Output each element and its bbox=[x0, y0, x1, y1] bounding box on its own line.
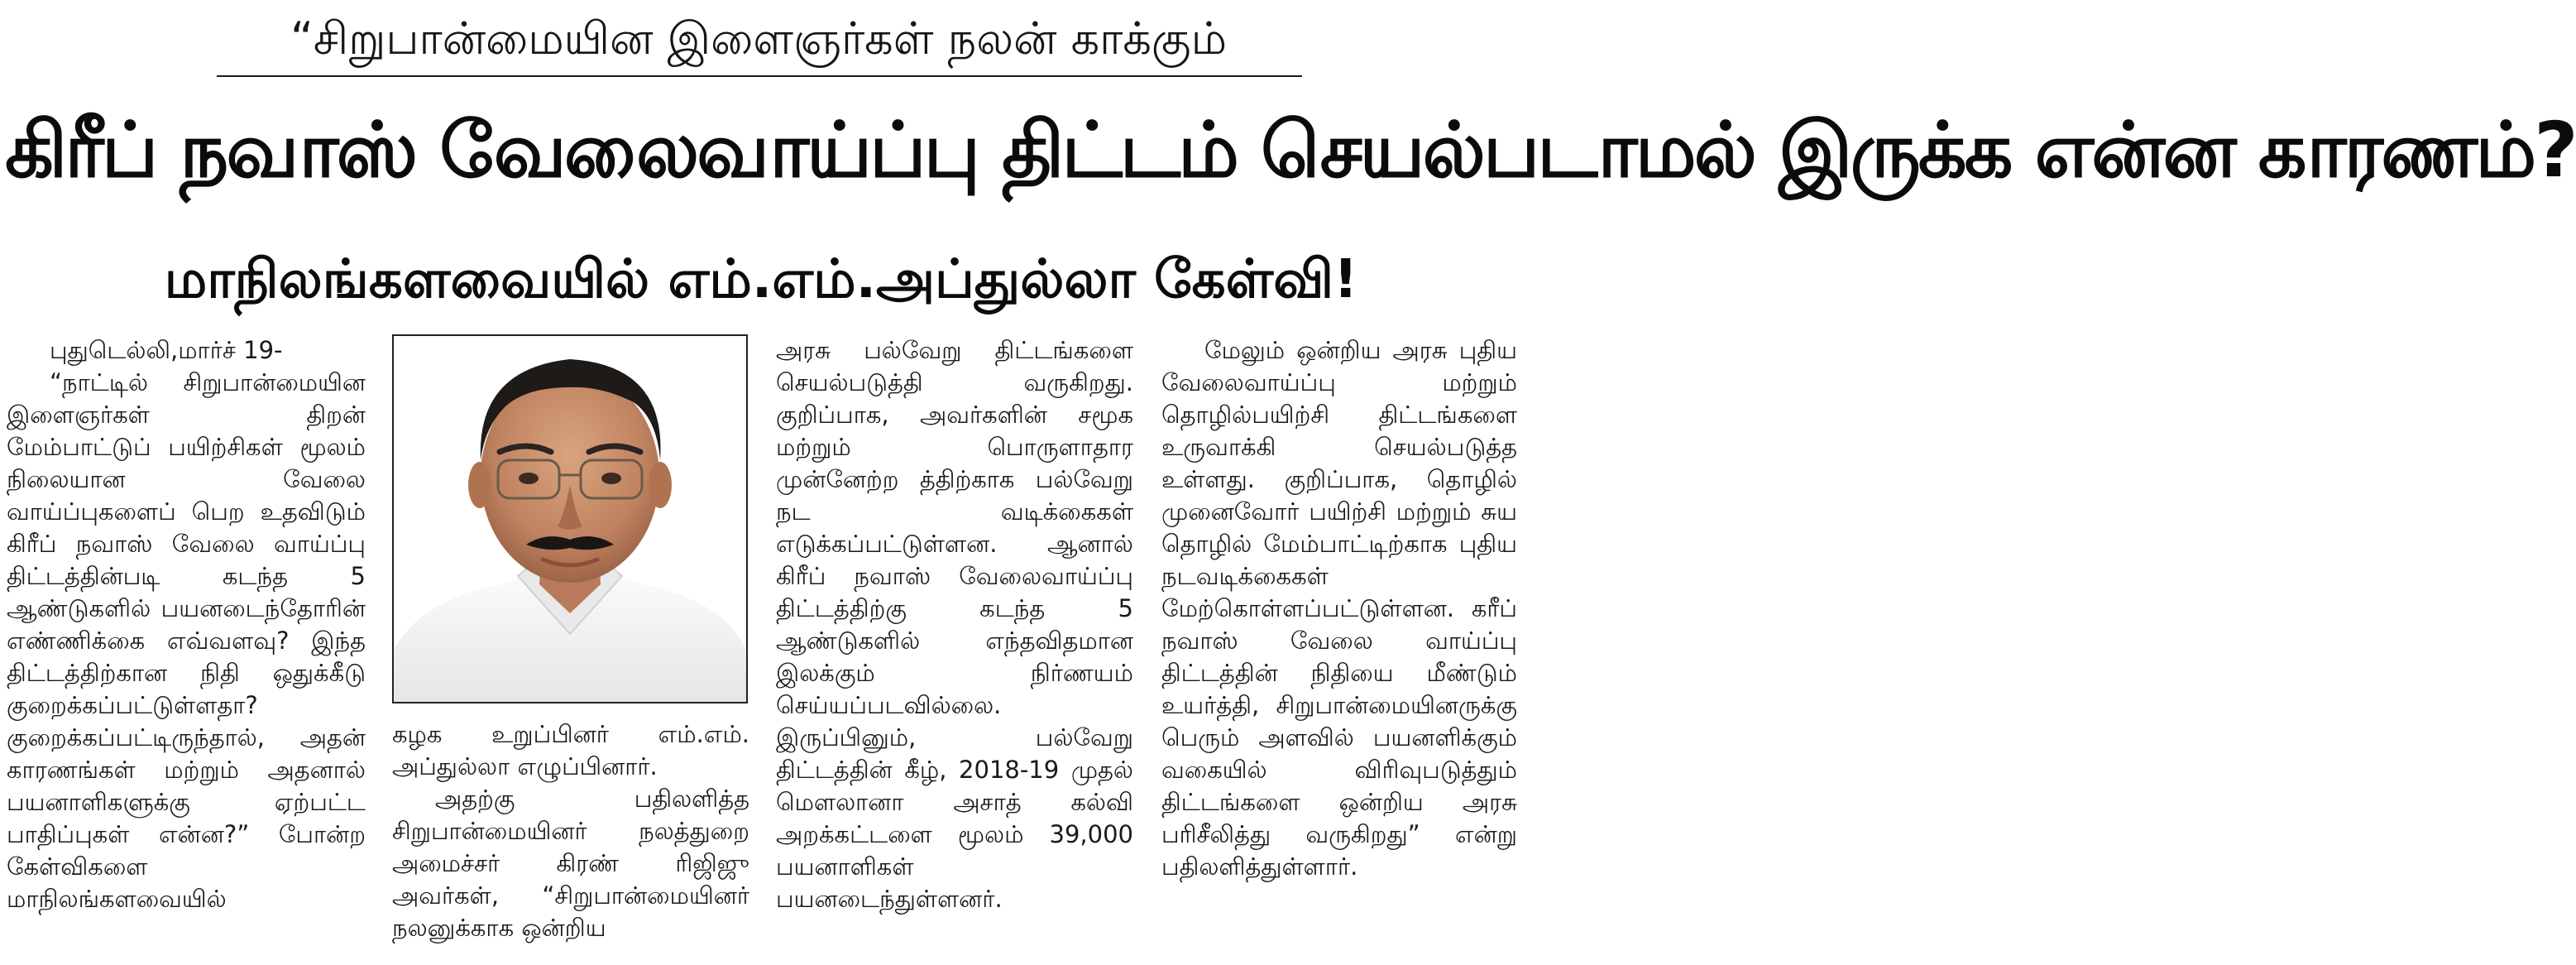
column-3-body: அரசு பல்வேறு திட்டங்களை செயல்படுத்தி வருகிறது. குறிப்பாக, அவர்களின் சமூக மற்றும் பொருளாதார முன்னேற்ற த்திற்காக பல்வேறு நட வடிக்கைகள் எடுக்கப்பட்டுள்ளன. ஆனால் கிரீப் நவாஸ் வேலைவாய்ப்பு திட்டத்திற்கு கடந்த 5 ஆண்டுகளில் எந்தவிதமான இலக்கும் நிர்ணயம் செய்யப்படவில்லை. இருப்பினும், பல்வேறு திட்டத்தின் கீழ், 2018-19 முதல் மௌலானா அசாத் கல்வி அறக்கட்டளை மூலம் 39,000 பயனாளிகள் பயனடைந்துள்ளனர். bbox=[776, 336, 1133, 913]
article-column-4 bbox=[1161, 334, 1517, 959]
article-column-3 bbox=[776, 334, 1133, 959]
subheadline: மாநிலங்களவையில் எம்.எம்.அப்துல்லா கேள்வி! bbox=[164, 249, 1358, 310]
headline-kicker: “சிறுபான்மையின இளைஞர்கள் நலன் காக்கும் bbox=[290, 12, 1228, 65]
column-2-paragraph-1: கழக உறுப்பினர் எம்.எம். அப்துல்லா எழுப்பினார். bbox=[392, 720, 749, 780]
column-4-body: மேலும் ஒன்றிய அரசு புதிய வேலைவாய்ப்பு மற்றும் தொழில்பயிற்சி திட்டங்களை உருவாக்கி செயல்படுத்த உள்ளது. குறிப்பாக, தொழில் முனைவோர் பயிற்சி மற்றும் சுய தொழில் மேம்பாட்டிற்காக புதிய நடவடிக்கைகள் மேற்கொள்ளப்பட்டுள்ளன. கரீப் நவாஸ் வேலை வாய்ப்பு திட்டத்தின் நிதியை மீண்டும் உயர்த்தி, சிறுபான்மையினருக்கு பெரும் அளவில் பயனளிக்கும் வகையில் விரிவுபடுத்தும் திட்டங்களை ஒன்றிய அரசு பரிசீலித்து வருகிறது” என்று பதிலளித்துள்ளார். bbox=[1161, 336, 1517, 881]
article-column-2 bbox=[392, 718, 749, 960]
dateline: புதுடெல்லி,மார்ச் 19- bbox=[50, 336, 283, 364]
kicker-divider bbox=[217, 75, 1302, 77]
mp-portrait-photo bbox=[392, 334, 748, 703]
column-2-paragraph-2: அதற்கு பதிலளித்த சிறுபான்மையினர் நலத்துறை அமைச்சர் கிரண் ரிஜிஜு அவர்கள், “சிறுபான்மையினர் நலனுக்காக ஒன்றிய bbox=[392, 785, 749, 942]
portrait-illustration bbox=[394, 336, 746, 702]
article-column-1 bbox=[7, 334, 366, 959]
main-headline: கிரீப் நவாஸ் வேலைவாய்ப்பு திட்டம் செயல்படாமல் இருக்க என்ன காரணம்? bbox=[5, 106, 2576, 194]
column-1-body: “நாட்டில் சிறுபான்மையின இளைஞர்கள் திறன் மேம்பாட்டுப் பயிற்சிகள் மூலம் நிலையான வேலை வாய்ப்புகளைப் பெற உதவிடும் கிரீப் நவாஸ் வேலை வாய்ப்பு திட்டத்தின்படி கடந்த 5 ஆண்டுகளில் பயனடைந்தோரின் எண்ணிக்கை எவ்வளவு? இந்த திட்டத்திற்கான நிதி ஒதுக்கீடு குறைக்கப்பட்டுள்ளதா? குறைக்கப்பட்டிருந்தால், அதன் காரணங்கள் மற்றும் அதனால் பயனாளிகளுக்கு ஏற்பட்ட பாதிப்புகள் என்ன?” போன்ற கேள்விகளை மாநிலங்களவையில் bbox=[7, 368, 366, 913]
